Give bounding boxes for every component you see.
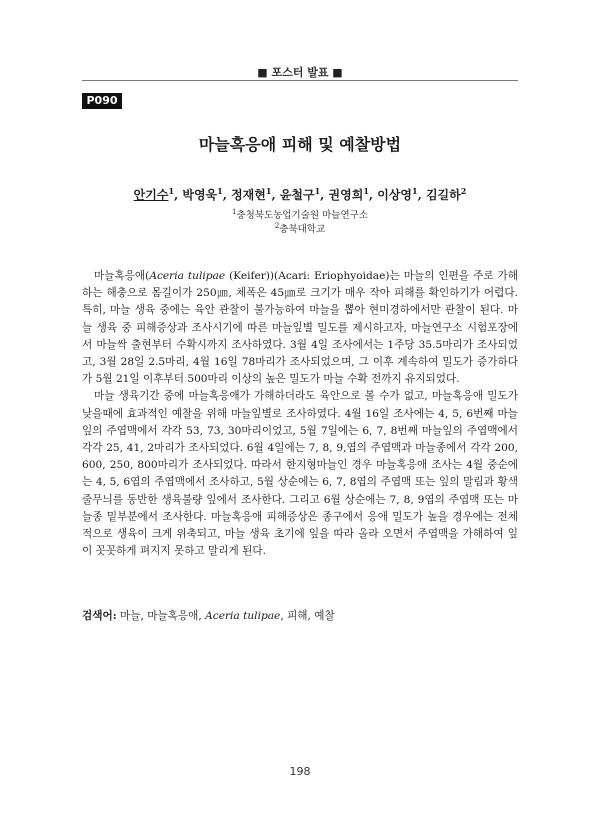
affiliation-text: 충북대학교 xyxy=(279,224,326,235)
affiliation-2 xyxy=(0,221,600,235)
author-separator: , xyxy=(271,188,280,202)
species-name: Aceria tulipae xyxy=(149,270,226,282)
author-list xyxy=(0,186,600,203)
paper-title: 마늘혹응애 피해 및 예찰방법 xyxy=(198,135,402,154)
keywords xyxy=(82,608,518,623)
author-name: 김길하 xyxy=(425,188,461,202)
author-affil-sup: 1 xyxy=(412,186,418,196)
keywords-text: 마늘, 마늘혹응애, xyxy=(116,610,206,622)
author-affil-sup: 1 xyxy=(314,186,321,196)
author-separator: , xyxy=(368,188,378,202)
author-affil-sup: 2 xyxy=(460,186,467,196)
poster-id-badge: P090 xyxy=(82,93,122,109)
affiliation-sup: 1 xyxy=(232,207,237,216)
author-name: 권영희 xyxy=(328,188,364,202)
abstract-paragraph-1 xyxy=(82,268,518,388)
keywords-text: , 피해, 예찰 xyxy=(280,610,335,622)
author-separator: , xyxy=(417,188,426,202)
author-affil-sup: 1 xyxy=(363,186,369,196)
abstract-paragraph-2: 마늘 생육기간 중에 마늘혹응애가 가해하더라도 육안으로 볼 수가 없고, 마늘혹응애 밀도가 낮을때에 효과적인 예찰을 위해 마늘잎별로 조사하였다. 4월 16일 조사에는 4, 5, 6번째 마늘잎의 주엽맥에서 각각 53, 73, 30마리이었고, 5월 7일에는 6, 7, 8번째 마늘잎의 주엽맥에서 각각 25, 41, 2마리가 조사되었다. 6월 4일에는 7, 8, 9,엽의 주엽맥과 마늘종에서 각각 200, 600, 250, 800마리가 조사되었다. 따라서 한지형마늘인 경우 마늘혹응애 조사는 4월 중순에는 4, 5, 6엽의 주엽맥에서 조사하고, 5월 상순에는 6, 7, 8엽의 주엽맥 또는 잎의 말림과 황색줄무늬를 동반한 생육불량 잎에서 조사한다. 그리고 6월 상순에는 7, 8, 9엽의 주엽맥 또는 마늘종 밑부분에서 조사한다. 마늘혹응애 피해증상은 종구에서 응애 밀도가 높을 경우에는 전체적으로 생육이 크게 위축되고, 마늘 생육 초기에 잎을 따라 올라 오면서 주엽맥을 가해하여 잎이 꼿꼿하게 펴지지 못하고 말리게 된다. xyxy=(82,390,518,558)
affiliation-sup: 2 xyxy=(274,221,280,230)
author-name: 정재현 xyxy=(231,188,266,202)
affiliation-1 xyxy=(0,207,600,221)
author-name: 안기수 xyxy=(133,188,169,202)
author-separator: , xyxy=(222,188,232,202)
page-number: 198 xyxy=(289,765,311,778)
section-header: ■ 포스터 발표 ■ xyxy=(257,66,343,79)
abstract-body xyxy=(82,268,518,560)
author-affil-sup: 1 xyxy=(168,186,175,196)
author-separator: , xyxy=(320,188,329,202)
author-affil-sup: 1 xyxy=(265,186,272,196)
affiliation-text: 충청북도농업기술원 마늘연구소 xyxy=(236,210,368,221)
author-name: 박영욱 xyxy=(182,188,218,202)
author-affil-sup: 1 xyxy=(217,186,223,196)
author-separator: , xyxy=(174,188,183,202)
abstract-text: 마늘혹응애( xyxy=(94,270,150,282)
header-divider xyxy=(82,80,518,81)
author-name: 이상영 xyxy=(377,188,413,202)
author-name: 윤철구 xyxy=(279,188,315,202)
abstract-text: (Keifer))(Acari: Eriophyoidae)는 마늘의 인편을 주로 가해하는 해충으로 몸길이가 250㎛, 체폭은 45㎛로 크기가 매우 작아 피해를 확인하기가 어렵다. 특히, 마늘 생육 중에는 육안 관찰이 불가능하여 마늘을 뽑아 현미경하에서만 관찰이 된다. 마늘 생육 중 피해증상과 조사시기에 따른 마늘잎별 밀도를 제시하고자, 마늘연구소 시험포장에서 마늘싹 출현부터 수확시까지 조사하였다. 3월 4일 조사에서는 1주당 35.5마리가 조사되었고, 3월 28일 2.5마리, 4월 16일 78마리가 조사되었으며, 그 이후 계속하여 밀도가 증가하다가 5월 21일 이후부터 500마리 이상의 높은 밀도가 마늘 수확 전까지 유지되었다. xyxy=(82,270,518,386)
keywords-label: 검색어: xyxy=(82,610,117,622)
keywords-species: Aceria tulipae xyxy=(205,610,281,622)
